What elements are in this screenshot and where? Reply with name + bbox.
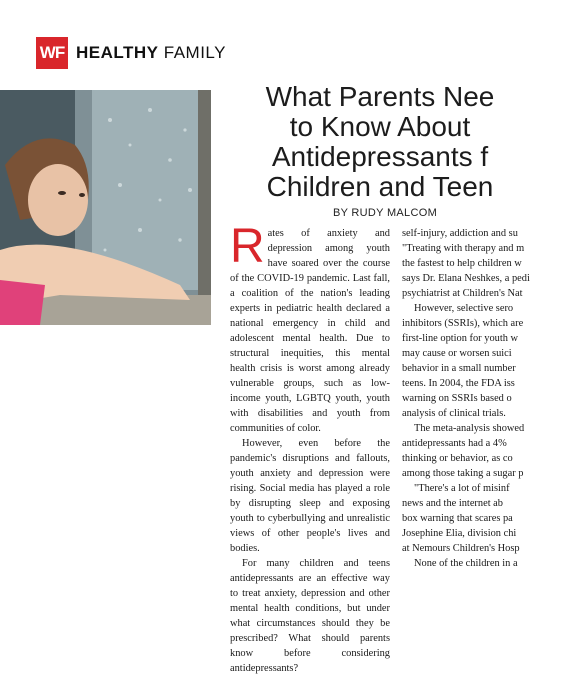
column-line: The meta-analysis showed: [414, 423, 525, 434]
column-line: the fastest to help children w: [402, 258, 522, 269]
column-line: "Treating with therapy and m: [402, 243, 525, 254]
column-line: behavior in a small number: [402, 363, 516, 374]
column-line: antidepressants had a 4%: [402, 438, 507, 449]
headline-line: Children and Teen: [266, 171, 494, 202]
column-line: first-line option for youth w: [402, 333, 519, 344]
headline-line: to Know About: [289, 111, 471, 142]
column-line: psychiatrist at Children's Nat: [402, 288, 523, 299]
paragraph-text: ates of anxiety and depression among youth have soared over the course of the COVID-19 pandemic. Last fall, a coalition of the nation's leading experts in pediatric health declared a national emergency in child and adolescent mental health. Due to structural inequities, this mental health crisis is worst among already vulnerable groups, such as low-income youth, LGBTQ youth, youth with disabilities and youth from communities of color.: [230, 228, 390, 434]
girl-at-rainy-window-photo: [0, 90, 211, 325]
column-line: warning on SSRIs based o: [402, 393, 512, 404]
headline-line: Antidepressants f: [271, 141, 489, 172]
paragraph: [230, 220, 390, 436]
column-line: analysis of clinical trials.: [402, 408, 506, 419]
column-line: self-injury, addiction and su: [402, 228, 518, 239]
article-column-2: [402, 226, 562, 571]
headline-line: What Parents Nee: [265, 81, 495, 112]
column-line: among those taking a sugar p: [402, 468, 524, 479]
column-line: thinking or behavior, as co: [402, 453, 513, 464]
column-line: says Dr. Elana Neshkes, a pedi: [402, 273, 530, 284]
paragraph: For many children and teens antidepressants are an effective way to treat anxiety, depression and other mental health conditions, but under what circumstances should they be prescribed? What should parents know before considering antidepressants?: [230, 558, 390, 674]
byline: BY RUDY MALCOM: [333, 207, 438, 219]
article-column-1: [230, 220, 390, 676]
section-title-light: FAMILY: [163, 43, 226, 62]
paragraph: However, even before the pandemic's disruptions and fallouts, youth anxiety and depression were rising. Social media has played a role by disrupting sleep and exposing youth to cyberbullying and unrealistic views of other people's lives and bodies.: [230, 438, 390, 554]
column-line: Josephine Elia, division chi: [402, 528, 517, 539]
column-line: None of the children in a: [414, 558, 518, 569]
column-line: teens. In 2004, the FDA iss: [402, 378, 515, 389]
column-line: at Nemours Children's Hosp: [402, 543, 520, 554]
column-line: "There's a lot of misinf: [414, 483, 510, 494]
column-line: inhibitors (SSRIs), which are: [402, 318, 524, 329]
section-title-bold: HEALTHY: [76, 43, 159, 62]
wf-logo: WF: [36, 37, 68, 69]
column-line: box warning that scares pa: [402, 513, 513, 524]
column-line: news and the internet ab: [402, 498, 503, 509]
section-title: [76, 43, 226, 63]
magazine-header: [36, 37, 226, 69]
drop-cap: R: [230, 220, 265, 273]
column-line: may cause or worsen suici: [402, 348, 512, 359]
article-headline: [230, 82, 530, 202]
column-line: However, selective sero: [414, 303, 514, 314]
